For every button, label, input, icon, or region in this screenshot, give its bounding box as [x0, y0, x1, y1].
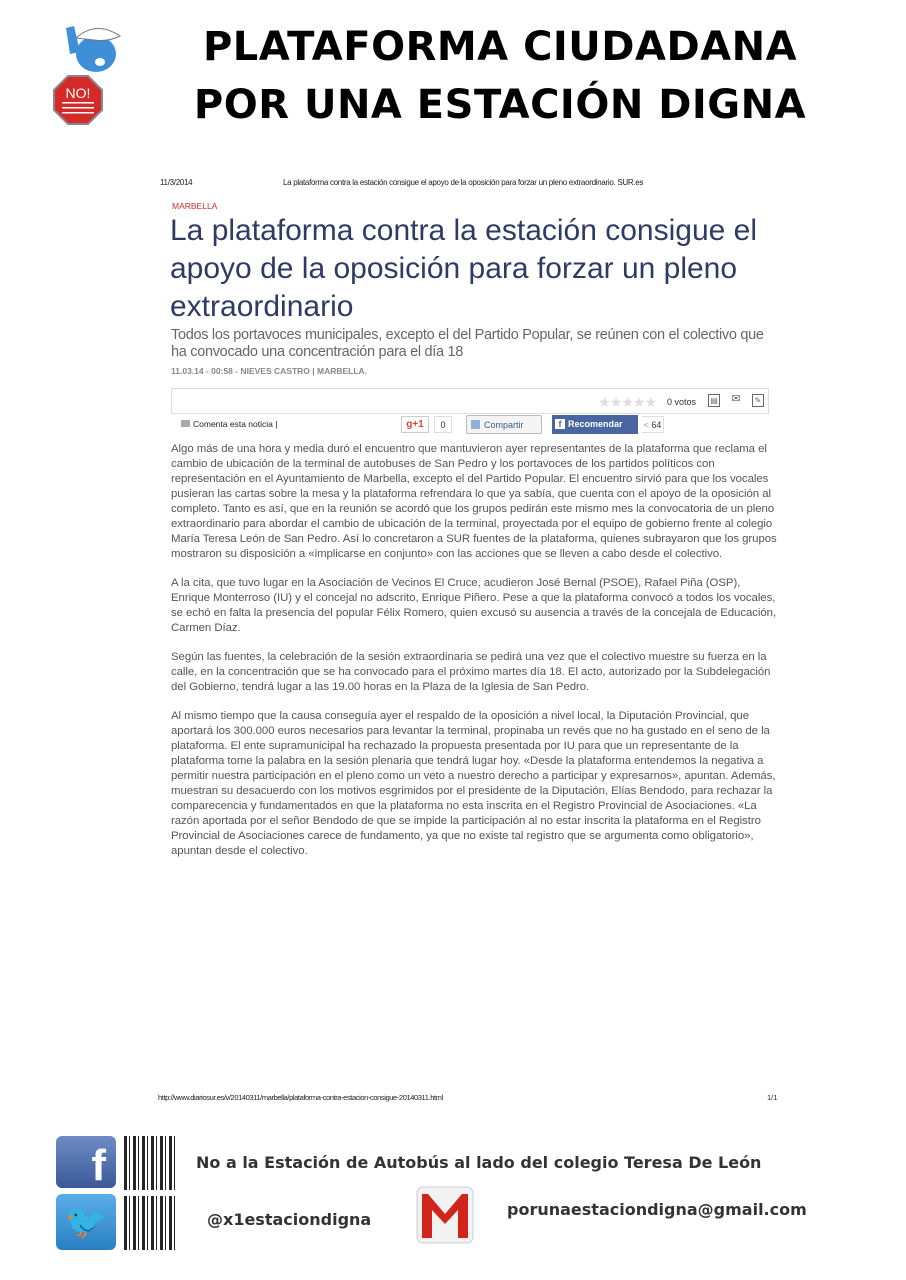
comment-icon	[181, 420, 190, 427]
facebook-icon[interactable]: f	[56, 1136, 116, 1188]
paragraph: Algo más de una hora y media duró el encuentro que mantuvieron ayer representantes de la plataforma que reclama el cambio de ubicación de la terminal de autobuses de San Pedro y los portavoces de los partidos políticos con representación en el Ayuntamiento de Marbella, excepto el del Partido Popular. El encuentro sirvió para que los vocales pusieran las cartas sobre la mesa y la plataforma refrendara lo que ya sabía, que cuenta con el apoyo de la oposición al completo. Tanto es así, que en la reunión se acordó que los grupos pedirán este mismo mes la convocatoria de un pleno extraordinario para abordar el cambio de ubicación de la terminal, proyectada por el equipo de gobierno frente al colegio María Teresa León de San Pedro. Así lo concretaron a SUR fuentes de la plataforma, quienes subrayaron que los grupos mostraron su disposición a «implicarse en conjunto» con las acciones que se lleven a cabo desde el colectivo.	[171, 443, 777, 560]
article-title: La plataforma contra la estación consigue el apoyo de la oposición para forzar un pleno extraordinario	[170, 214, 758, 323]
email-icon[interactable]: ✉	[731, 393, 741, 405]
print-date: 11/3/2014	[160, 178, 193, 187]
votes-count: 0 votos	[666, 397, 696, 407]
byline: 11.03.14 - 00:58 - NIEVES CASTRO | MARBELLA.	[171, 366, 368, 376]
share-label: Compartir	[484, 420, 524, 430]
article-body	[171, 442, 779, 873]
facebook-icon: f	[555, 419, 565, 429]
paragraph: Según las fuentes, la celebración de la sesión extraordinaria se pedirá una vez que el colectivo muestre su fuerza en la calle, en la concentración que se ha convocado para el próximo martes día 18. El acto, autorizado por la Subdelegación del Gobierno, tendrá lugar a las 19.00 horas en la Plaza de la Iglesia de San Pedro.	[171, 651, 771, 693]
recommend-label: Recomendar	[568, 419, 623, 429]
page-number: 1/1	[767, 1093, 778, 1102]
twitter-qr-code	[124, 1196, 178, 1250]
page-title	[170, 18, 830, 134]
facebook-page-name[interactable]: No a la Estación de Autobús al lado del colegio Teresa De León	[196, 1153, 762, 1172]
logo-text: NO!	[65, 85, 91, 101]
share-button[interactable]	[466, 415, 542, 434]
twitter-icon[interactable]: 🐦	[56, 1194, 116, 1250]
gmail-icon[interactable]	[416, 1186, 474, 1244]
section-label: MARBELLA	[172, 201, 218, 211]
article-subtitle: Todos los portavoces municipales, excepto el del Partido Popular, se reúnen con el colectivo que ha convocado una concentración para el día 18	[171, 327, 764, 360]
share-icon	[471, 420, 480, 429]
rating-bar	[171, 388, 769, 414]
print-title: La plataforma contra la estación consigue el apoyo de la oposición para forzar un pleno extraordinario. SUR.es	[283, 178, 644, 187]
recommend-count: < 64	[642, 416, 664, 433]
paragraph: A la cita, que tuvo lugar en la Asociación de Vecinos El Cruce, acudieron José Bernal (PSOE), Rafael Piña (OSP), Enrique Monterroso (IU) y el concejal no adscrito, Enrique Piñero. Pese a que la plataforma convocó a todos los vocales, se echó en falta la presencia del popular Félix Romero, quien excusó su ausencia a través de la concejala de Educación, Carmen Díaz.	[171, 577, 777, 634]
comment-label: Comenta esta noticia |	[193, 419, 278, 429]
gplus-button[interactable]: g+1	[401, 416, 429, 433]
contact-email[interactable]: porunaestaciondigna@gmail.com	[507, 1200, 807, 1219]
source-url: http://www.diariosur.es/v/20140311/marbella/plataforma-contra-estacion-consigue-20140311.html	[158, 1093, 443, 1102]
recommend-count-value: 64	[651, 420, 662, 430]
print-icon[interactable]: ▤	[708, 394, 720, 407]
title-line-2: POR UNA ESTACIÓN DIGNA	[193, 82, 807, 128]
twitter-handle[interactable]: @x1estaciondigna	[207, 1210, 372, 1229]
gplus-count: 0	[434, 416, 452, 433]
comment-link[interactable]	[181, 419, 277, 429]
rating-stars[interactable]: ★★★★★	[598, 394, 656, 410]
title-line-1: PLATAFORMA CIUDADANA	[202, 24, 798, 70]
facebook-qr-code	[124, 1136, 178, 1190]
recommend-button[interactable]	[552, 415, 638, 434]
edit-icon[interactable]: ✎	[752, 394, 764, 407]
smurf-stop-logo	[46, 18, 128, 126]
paragraph: Al mismo tiempo que la causa conseguía ayer el respaldo de la oposición a nivel local, la Diputación Provincial, que aportará los 300.000 euros necesarios para levantar la terminal, propinaba un revés que no ha gustado en el seno de la plataforma. El ente supramunicipal ha rechazado la propuesta presentada por IU para que un representante de la plataforma tome la palabra en la sesión plenaria que tendrá lugar hoy. «Desde la plataforma entendemos la negativa a permitir nuestra participación en el pleno como un veto a nuestro derecho a participar y expresarnos», apuntan. Además, muestran su desacuerdo con los motivos esgrimidos por el presidente de la Diputación, Elías Bendodo, para rechazar la comparecencia y fundamentados en que la plataforma no esta inscrita en el Registro Provincial de Asociaciones. «La razón aportada por el señor Bendodo de que se impide la participación al no estar inscrita la plataforma en el Registro Provincial de Asociaciones carece de fundamento, ya que no existe tal registro que se argumenta como obligatorio», apuntan desde el colectivo.	[171, 710, 776, 857]
